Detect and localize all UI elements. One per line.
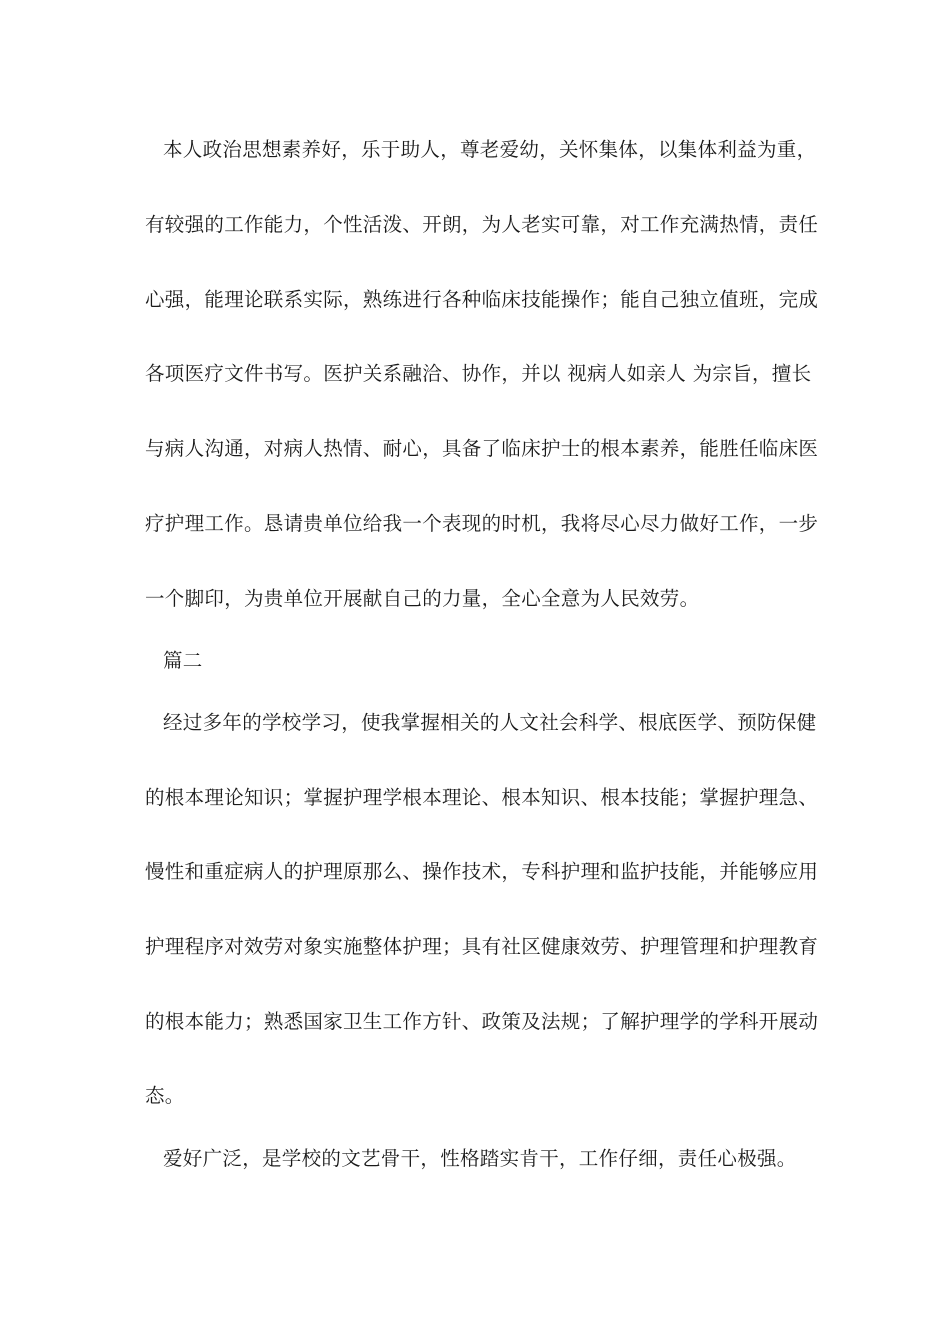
text-line: 各项医疗文件书写。医护关系融洽、协作，并以 视病人如亲人 为宗旨，擅长 [145,362,812,385]
text-line: 心强，能理论联系实际，熟练进行各种临床技能操作；能自己独立值班，完成 [145,288,819,311]
text-line: 护理程序对效劳对象实施整体护理；具有社区健康效劳、护理管理和护理教育 [145,935,819,958]
text-line: 有较强的工作能力，个性活泼、开朗，为人老实可靠，对工作充满热情，责任 [145,213,819,236]
text-line: 本人政治思想素养好，乐于助人，尊老爱幼，关怀集体，以集体利益为重， [163,138,817,161]
text-line: 疗护理工作。恳请贵单位给我一个表现的时机，我将尽心尽力做好工作，一步 [145,512,819,535]
text-line: 一个脚印，为贵单位开展献自己的力量，全心全意为人民效劳。 [145,587,700,610]
text-line: 的根本能力；熟悉国家卫生工作方针、政策及法规；了解护理学的学科开展动 [145,1010,819,1033]
section-heading: 篇二 [163,649,203,672]
text-line: 的根本理论知识；掌握护理学根本理论、根本知识、根本技能；掌握护理急、 [145,786,819,809]
text-line: 爱好广泛，是学校的文艺骨干，性格踏实肯干，工作仔细，责任心极强。 [163,1147,797,1170]
text-line: 与病人沟通，对病人热情、耐心，具备了临床护士的根本素养，能胜任临床医 [145,437,819,460]
text-line: 经过多年的学校学习，使我掌握相关的人文社会科学、根底医学、预防保健 [163,711,817,734]
text-line: 慢性和重症病人的护理原那么、操作技术，专科护理和监护技能，并能够应用 [145,860,819,883]
text-line: 态。 [145,1084,185,1107]
